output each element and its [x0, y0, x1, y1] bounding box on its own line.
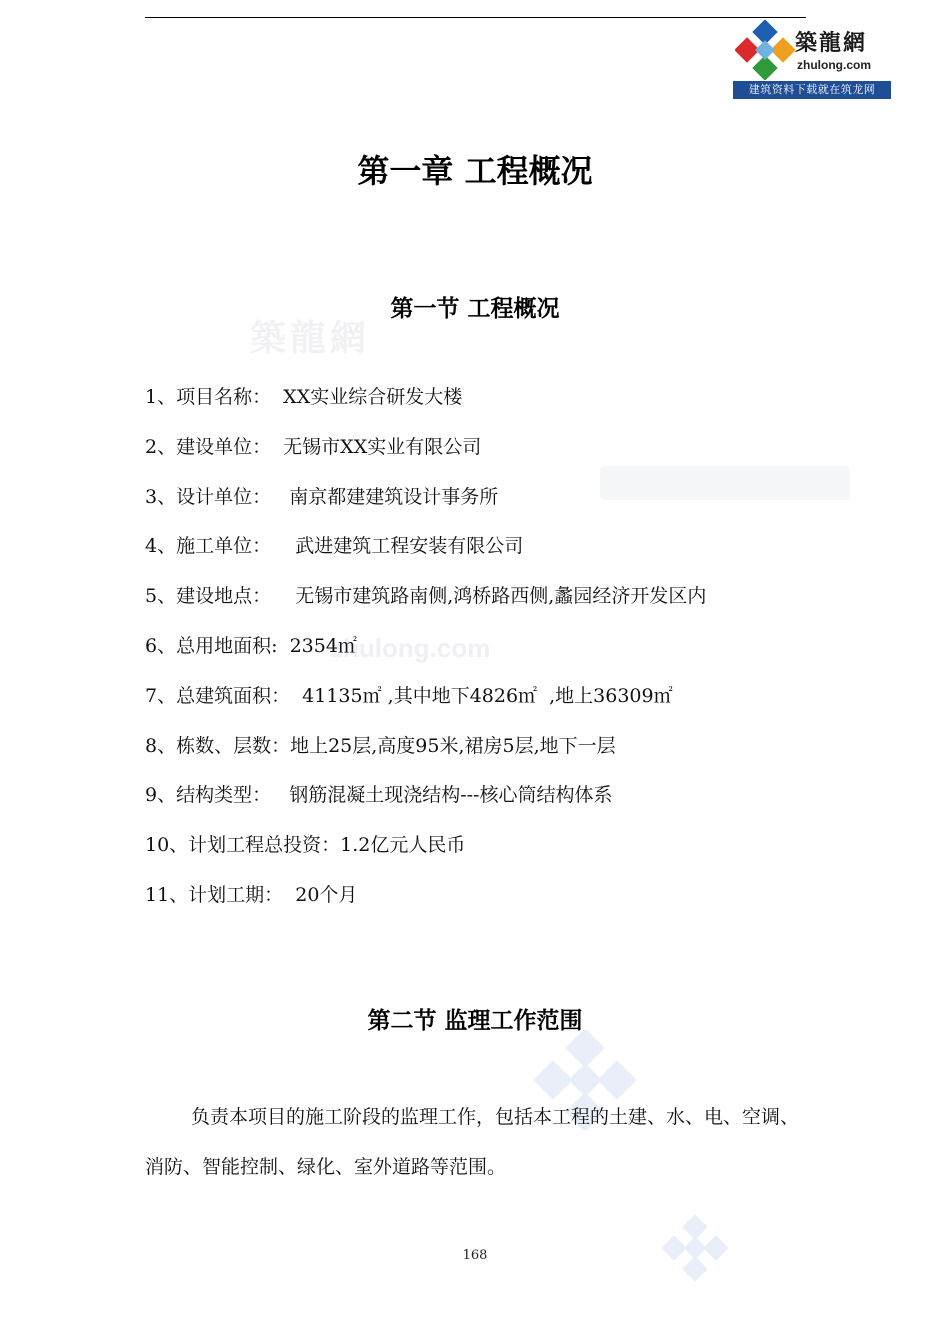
list-item: 5、建设地点： 无锡市建筑路南侧,鸿桥路西侧,蠡园经济开发区内: [145, 585, 707, 608]
scope-paragraph: 负责本项目的施工阶段的监理工作，包括本工程的土建、水、电、空调、消防、智能控制、绿化、室外道路等范围。: [145, 1106, 800, 1178]
list-item: 7、总建筑面积： 41135㎡ ,其中地下4826㎡ ,地上36309㎡: [145, 684, 673, 707]
zhulong-logo: [733, 20, 891, 100]
watermark-url: zhulong.com: [330, 633, 491, 663]
list-item: 6、总用地面积: 2354㎡: [145, 634, 357, 657]
list-item: 3、设计单位： 南京都建建筑设计事务所: [145, 485, 499, 508]
chapter-title: 第一章 工程概况: [357, 152, 593, 190]
header-rule: [145, 17, 806, 18]
list-item: 2、建设单位： 无锡市XX实业有限公司: [145, 435, 482, 458]
logo-top: [733, 20, 891, 80]
list-item: 8、栋数、层数：地上25层,高度95米,裙房5层,地下一层: [145, 734, 616, 757]
page-number: 168: [462, 1248, 488, 1263]
list-item: 10、计划工程总投资：1.2亿元人民币: [145, 834, 466, 857]
list-item: 4、施工单位： 武进建筑工程安装有限公司: [145, 535, 524, 558]
section-1-title: 第一节 工程概况: [390, 296, 560, 322]
list-item: 9、结构类型： 钢筋混凝土现浇结构---核心筒结构体系: [145, 784, 613, 807]
logo-url: zhulong.com: [797, 58, 871, 72]
watermark-brand: 築龍網: [250, 318, 371, 359]
section-2-title: 第二节 监理工作范围: [367, 1008, 583, 1034]
list-item: 1、项目名称： XX实业综合研发大楼: [145, 386, 463, 408]
logo-brand-name: 築龍網: [795, 31, 868, 56]
list-item: 11、计划工期： 20个月: [145, 883, 358, 906]
project-info-list: [145, 382, 706, 930]
snowflake-logo-icon: [735, 20, 795, 80]
logo-slogan: 建筑资料下载就在筑龙网: [733, 81, 891, 99]
